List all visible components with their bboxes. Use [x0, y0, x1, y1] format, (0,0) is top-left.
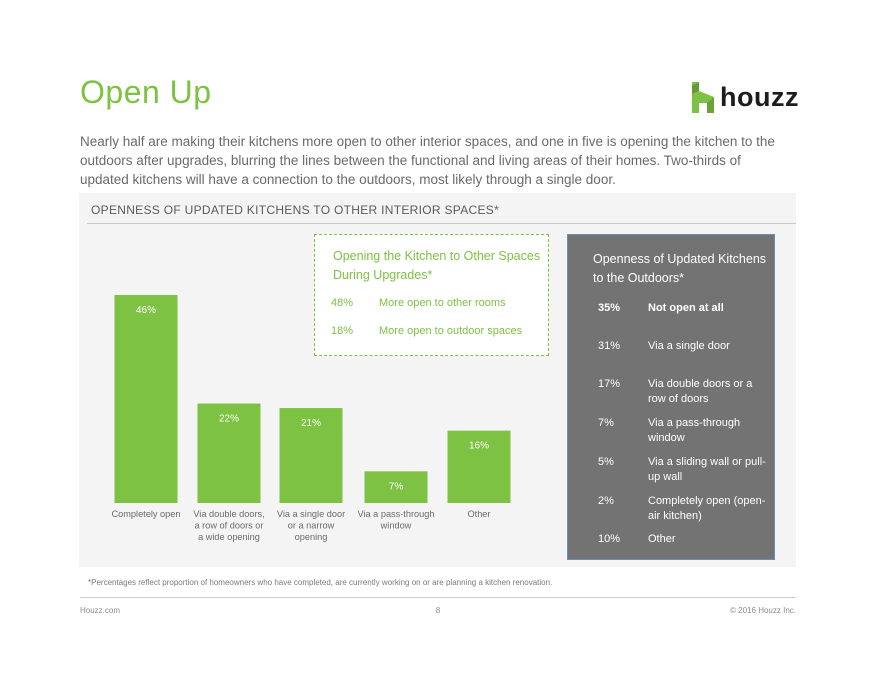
callout-row-label: More open to outdoor spaces: [379, 325, 523, 337]
category-label: Via a single door: [276, 509, 346, 519]
category-label: opening: [294, 532, 328, 542]
callout-row: [331, 325, 522, 337]
outdoors-row-label: Via double doors or a row of doors: [648, 378, 753, 405]
interior-openness-callout: [314, 234, 549, 356]
outdoors-row-label: Via a sliding wall or pull-up wall: [648, 456, 766, 483]
footer-site-link[interactable]: Houzz.com: [80, 606, 121, 615]
bar-chart-title: OPENNESS OF UPDATED KITCHENS TO OTHER INTERIOR SPACES*: [91, 203, 500, 217]
outdoors-title: Openness of Updated Kitchens to the Outdoors*: [593, 252, 767, 285]
category-label: Via a pass-through: [357, 509, 435, 519]
outdoors-row-value: 31%: [598, 340, 621, 352]
category-label: window: [380, 520, 412, 531]
footer-divider: [80, 597, 796, 598]
callout-row-label: More open to other rooms: [379, 297, 506, 309]
page-number: 8: [435, 606, 441, 615]
callout-row: [331, 297, 506, 309]
outdoors-row-value: 17%: [598, 378, 621, 390]
category-label: a wide opening: [198, 532, 260, 542]
bar-value-label: 22%: [218, 413, 240, 425]
outdoors-row-label: Other: [648, 533, 676, 545]
bar-value-label: 7%: [388, 481, 404, 493]
footnote: *Percentages reflect proportion of homeowners who have completed, are currently working on or are planning a kitchen renovation.: [88, 578, 553, 587]
bar-value-label: 21%: [300, 418, 322, 430]
category-label: Other: [467, 509, 491, 519]
outdoors-row-label: Via a pass-through window: [648, 417, 741, 444]
bar-value-label: 46%: [135, 305, 157, 316]
outdoors-row-value: 35%: [598, 302, 621, 314]
outdoors-row-label: Via a single door: [648, 340, 730, 352]
bar-1: [115, 295, 178, 503]
bar-value-label: 16%: [468, 440, 490, 452]
outdoors-row-value: 10%: [598, 533, 621, 545]
outdoors-row-value: 7%: [598, 417, 614, 429]
callout-title: Opening the Kitchen to Other Spaces During Upgrades*: [333, 249, 541, 282]
category-label: Via double doors,: [193, 509, 265, 519]
intro-paragraph: Nearly half are making their kitchens more open to other interior spaces, and one in five is opening the kitchen to the outdoors after upgrades, blurring the lines between the functional and living areas of their homes. Two-thirds of updated kitchens will have a connection to the outdoors, most likely through a single door.: [80, 134, 775, 187]
page-title: Open Up: [80, 74, 212, 110]
outdoors-row-label: Not open at all: [648, 302, 724, 314]
category-label: or a narrow: [287, 520, 335, 531]
houzz-logo[interactable]: [692, 82, 799, 113]
outdoors-row-label: Completely open (open-air kitchen): [648, 495, 766, 522]
outdoors-row-value: 5%: [598, 456, 614, 468]
houzz-logo-text: houzz: [720, 82, 799, 112]
chart-panel: [79, 193, 796, 567]
houzz-logo-icon: [692, 82, 714, 113]
callout-row-value: 48%: [331, 297, 354, 309]
callout-row-value: 18%: [331, 325, 354, 337]
outdoors-openness-panel: [567, 234, 775, 560]
category-label: a row of doors or: [194, 520, 264, 531]
copyright: © 2016 Houzz Inc.: [730, 606, 796, 615]
category-label: Completely open: [111, 509, 181, 519]
outdoors-row-value: 2%: [598, 495, 614, 507]
